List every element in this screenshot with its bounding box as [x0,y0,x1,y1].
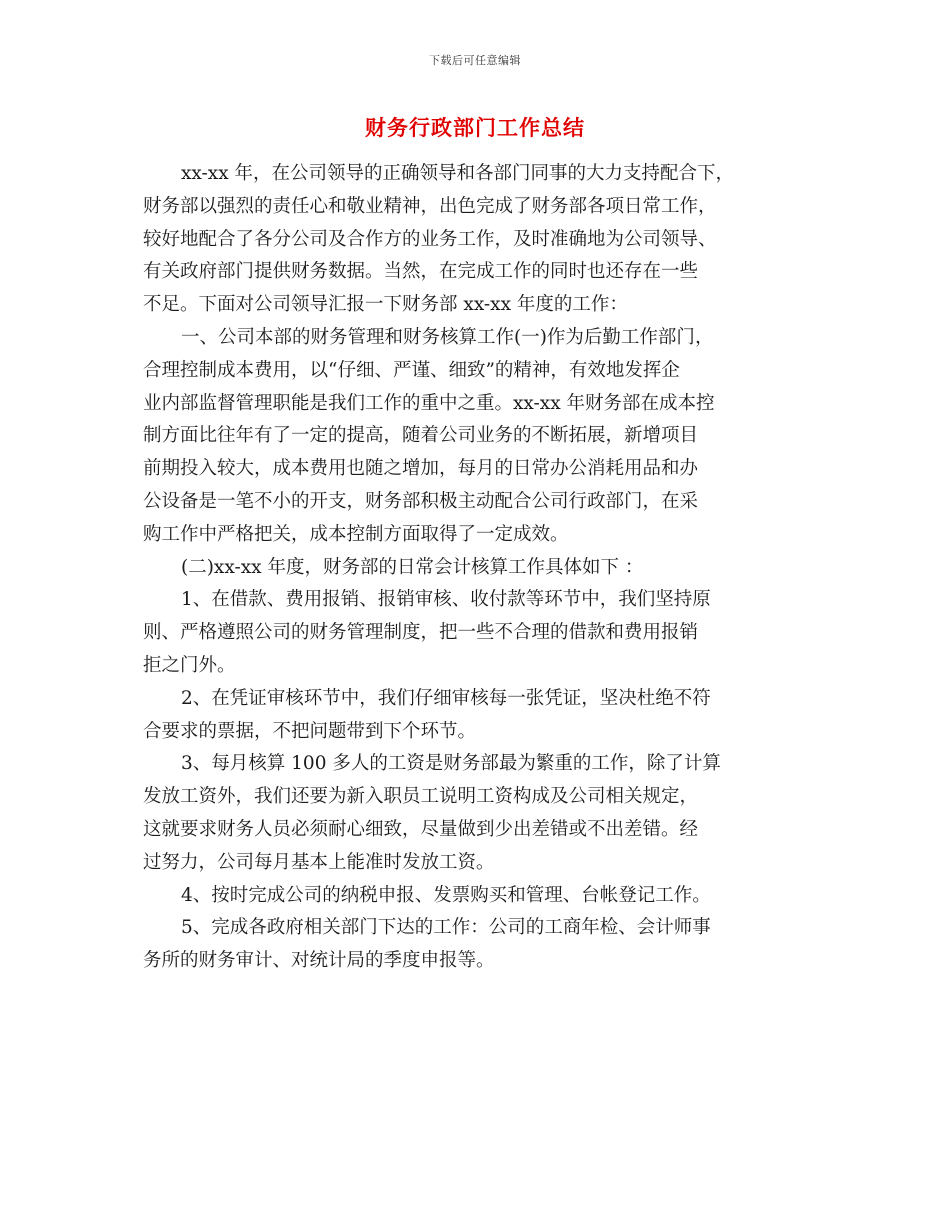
paragraph-line: 过努力，公司每月基本上能准时发放工资。 [143,851,495,873]
paragraph-line: 不足。下面对公司领导汇报一下财务部 xx-xx 年度的工作： [143,294,628,316]
paragraph-line: 5、完成各政府相关部门下达的工作：公司的工商年检、会计师事 [181,917,711,939]
paragraph-line: 合理控制成本费用，以“仔细、严谨、细致”的精神，有效地发挥企 [143,359,680,381]
paragraph-line: 一、公司本部的财务管理和财务核算工作(一)作为后勤工作部门， [181,326,714,348]
paragraph-line: 3、每月核算 100 多人的工资是财务部最为繁重的工作，除了计算 [181,753,721,775]
paragraph-line: 合要求的票据，不把问题带到下个环节。 [143,720,477,742]
paragraph-line: 4、按时完成公司的纳税申报、发票购买和管理、台帐登记工作。 [181,884,711,906]
paragraph-line: 财务部以强烈的责任心和敬业精神，出色完成了财务部各项日常工作， [143,195,717,217]
paragraph-line: 较好地配合了各分公司及合作方的业务工作，及时准确地为公司领导、 [143,228,717,250]
paragraph-line: 有关政府部门提供财务数据。当然，在完成工作的同时也还存在一些 [143,261,699,283]
paragraph-line: (二)xx-xx 年度，财务部的日常会计核算工作具体如下 ： [181,556,644,578]
paragraph-line: 拒之门外。 [143,654,236,676]
paragraph-line: 务所的财务审计、对统计局的季度申报等。 [143,950,495,972]
paragraph-line: 公设备是一笔不小的开支，财务部积极主动配合公司行政部门，在采 [143,490,699,512]
header-note: 下载后可任意编辑 [429,54,521,67]
document-body [143,158,843,978]
paragraph-line: 2、在凭证审核环节中，我们仔细审核每一张凭证，坚决杜绝不符 [181,687,711,709]
paragraph-line: 购工作中严格把关，成本控制方面取得了一定成效。 [143,523,569,545]
paragraph-line: 这就要求财务人员必须耐心细致，尽量做到少出差错或不出差错。经 [143,818,699,840]
paragraph-line: 发放工资外，我们还要为新入职员工说明工资构成及公司相关规定， [143,786,699,808]
paragraph-line: 制方面比往年有了一定的提高，随着公司业务的不断拓展，新增项目 [143,425,699,447]
paragraph-line: xx-xx 年，在公司领导的正确领导和各部门同事的大力支持配合下， [181,163,735,184]
paragraph-line: 前期投入较大，成本费用也随之增加，每月的日常办公消耗用品和办 [143,458,699,480]
paragraph-line: 业内部监督管理职能是我们工作的重中之重。xx-xx 年财务部在成本控 [143,392,715,414]
paragraph-line: 1、在借款、费用报销、报销审核、收付款等环节中，我们坚持原 [181,589,711,611]
document-title: 财务行政部门工作总结 [365,115,585,140]
paragraph-line: 则、严格遵照公司的财务管理制度，把一些不合理的借款和费用报销 [143,622,699,644]
